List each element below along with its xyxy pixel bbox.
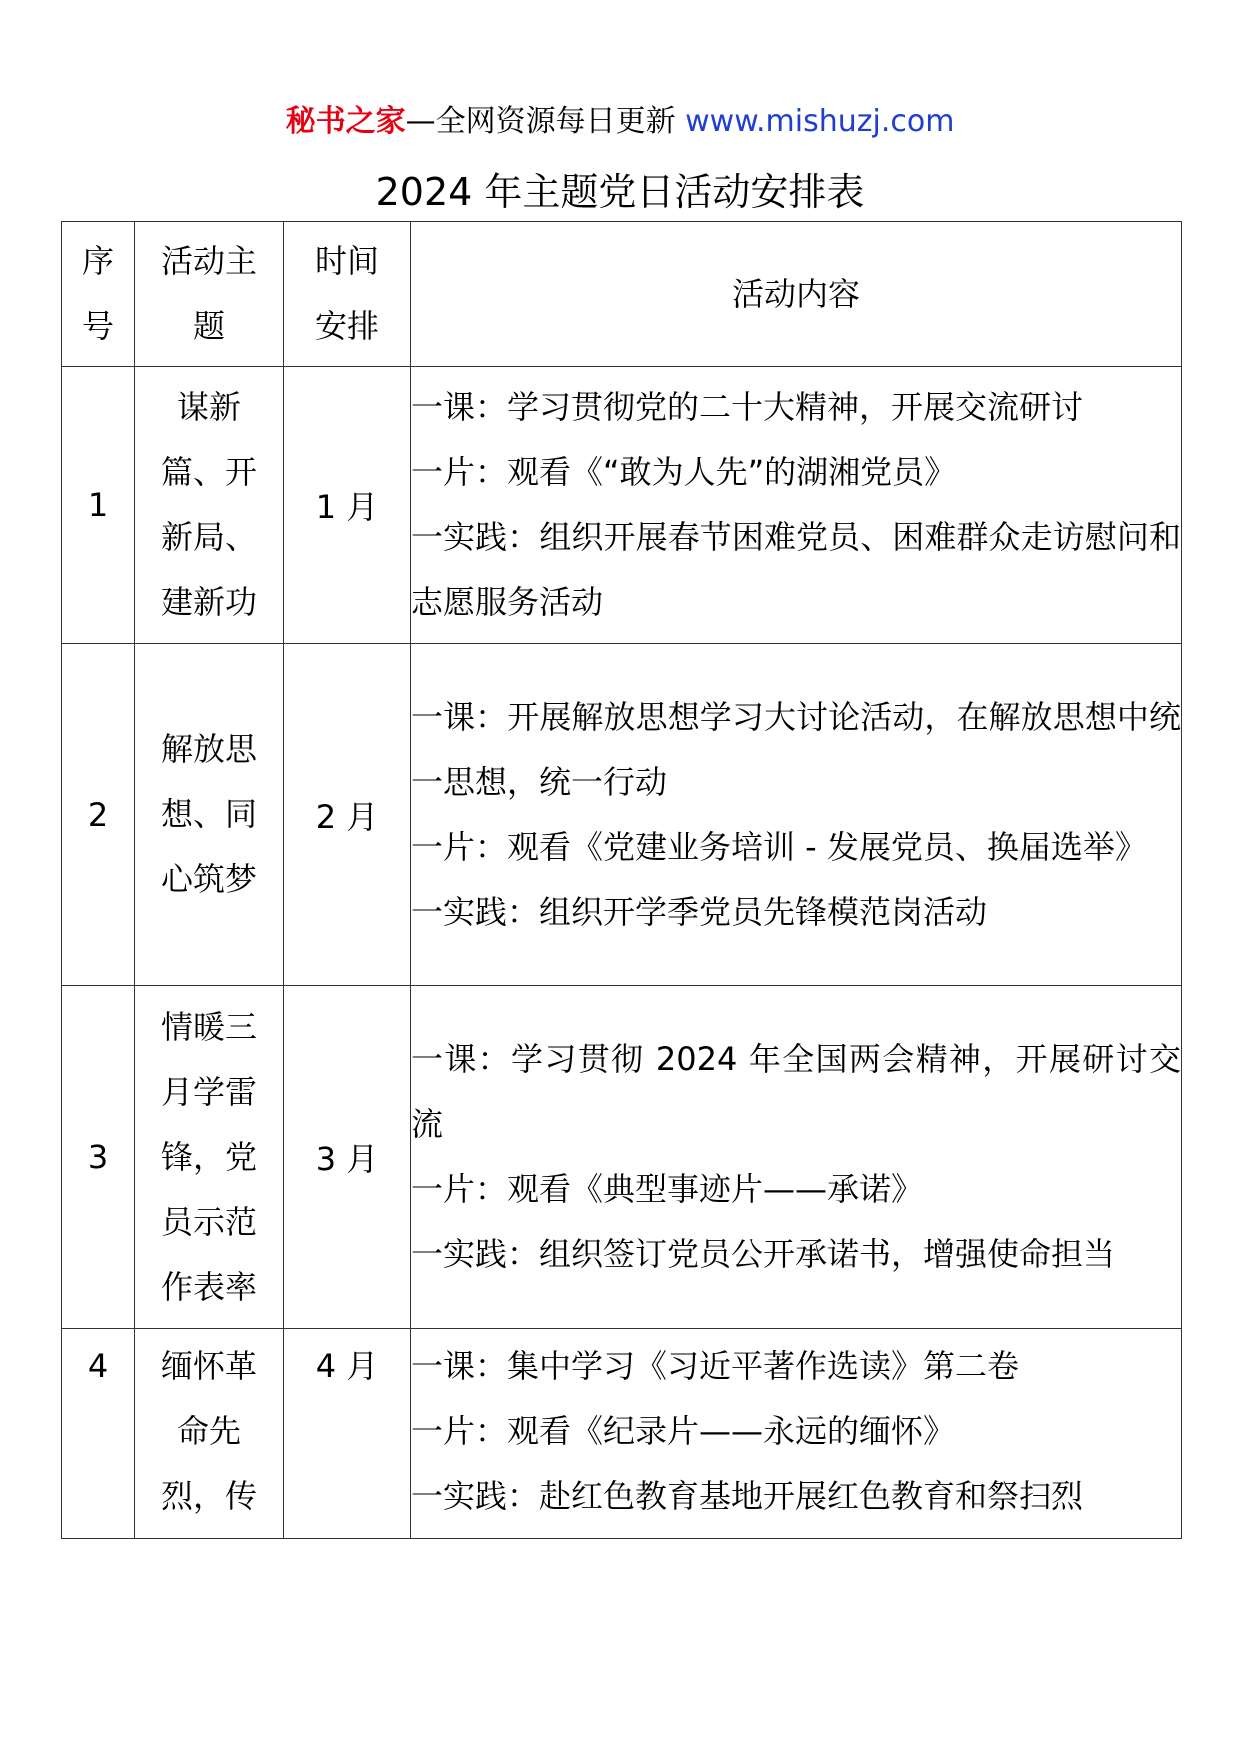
table-header-row <box>62 222 1182 367</box>
row-content <box>411 1329 1182 1539</box>
content-practice: 一实践：组织开展春节困难党员、困难群众走访慰问和志愿服务活动 <box>411 518 1181 621</box>
site-banner <box>0 100 1240 144</box>
site-url-link[interactable]: www.mishuzj.com <box>685 104 955 139</box>
table-row <box>62 986 1182 1329</box>
row-time: 4 月 <box>284 1329 411 1539</box>
page-title: 2024 年主题党日活动安排表 <box>375 170 865 214</box>
row-time: 1 月 <box>284 367 411 644</box>
header-time: 时间安排 <box>284 222 411 367</box>
row-seq: 2 <box>62 644 135 986</box>
content-film: 一片：观看《纪录片——永远的缅怀》 <box>411 1412 956 1450</box>
row-theme: 缅怀革命先烈，传 <box>135 1329 284 1539</box>
table-row <box>62 1329 1182 1539</box>
content-lesson: 一课：学习贯彻 2024 年全国两会精神，开展研讨交流 <box>411 1040 1181 1143</box>
row-theme: 情暖三月学雷锋，党员示范作表率 <box>135 986 284 1329</box>
content-film: 一片：观看《典型事迹片——承诺》 <box>411 1170 924 1208</box>
table-row <box>62 644 1182 986</box>
brand-tagline: —全网资源每日更新 <box>405 104 686 139</box>
content-lesson: 一课：集中学习《习近平著作选读》第二卷 <box>411 1347 1020 1385</box>
content-practice: 一实践：组织签订党员公开承诺书，增强使命担当 <box>411 1235 1116 1273</box>
row-content <box>411 367 1182 644</box>
header-seq: 序号 <box>62 222 135 367</box>
content-lesson: 一课：学习贯彻党的二十大精神，开展交流研讨 <box>411 388 1084 426</box>
content-film: 一片：观看《“敢为人先”的湖湘党员》 <box>411 453 957 491</box>
content-practice: 一实践：赴红色教育基地开展红色教育和祭扫烈 <box>411 1477 1084 1515</box>
row-time: 2 月 <box>284 644 411 986</box>
schedule-table <box>61 221 1182 1539</box>
content-lesson: 一课：开展解放思想学习大讨论活动，在解放思想中统一思想，统一行动 <box>411 697 1181 801</box>
row-time: 3 月 <box>284 986 411 1329</box>
table-row <box>62 367 1182 644</box>
row-theme: 解放思想、同心筑梦 <box>135 644 284 986</box>
row-seq: 4 <box>62 1329 135 1539</box>
content-film: 一片：观看《党建业务培训 - 发展党员、换届选举》 <box>411 827 1147 866</box>
row-seq: 3 <box>62 986 135 1329</box>
row-content <box>411 644 1182 986</box>
brand-name: 秘书之家 <box>285 104 406 139</box>
header-theme: 活动主题 <box>135 222 284 367</box>
header-content: 活动内容 <box>411 222 1182 367</box>
content-practice: 一实践：组织开学季党员先锋模范岗活动 <box>411 892 988 931</box>
row-seq: 1 <box>62 367 135 644</box>
row-content <box>411 986 1182 1329</box>
row-theme: 谋新篇、开新局、建新功 <box>135 367 284 644</box>
